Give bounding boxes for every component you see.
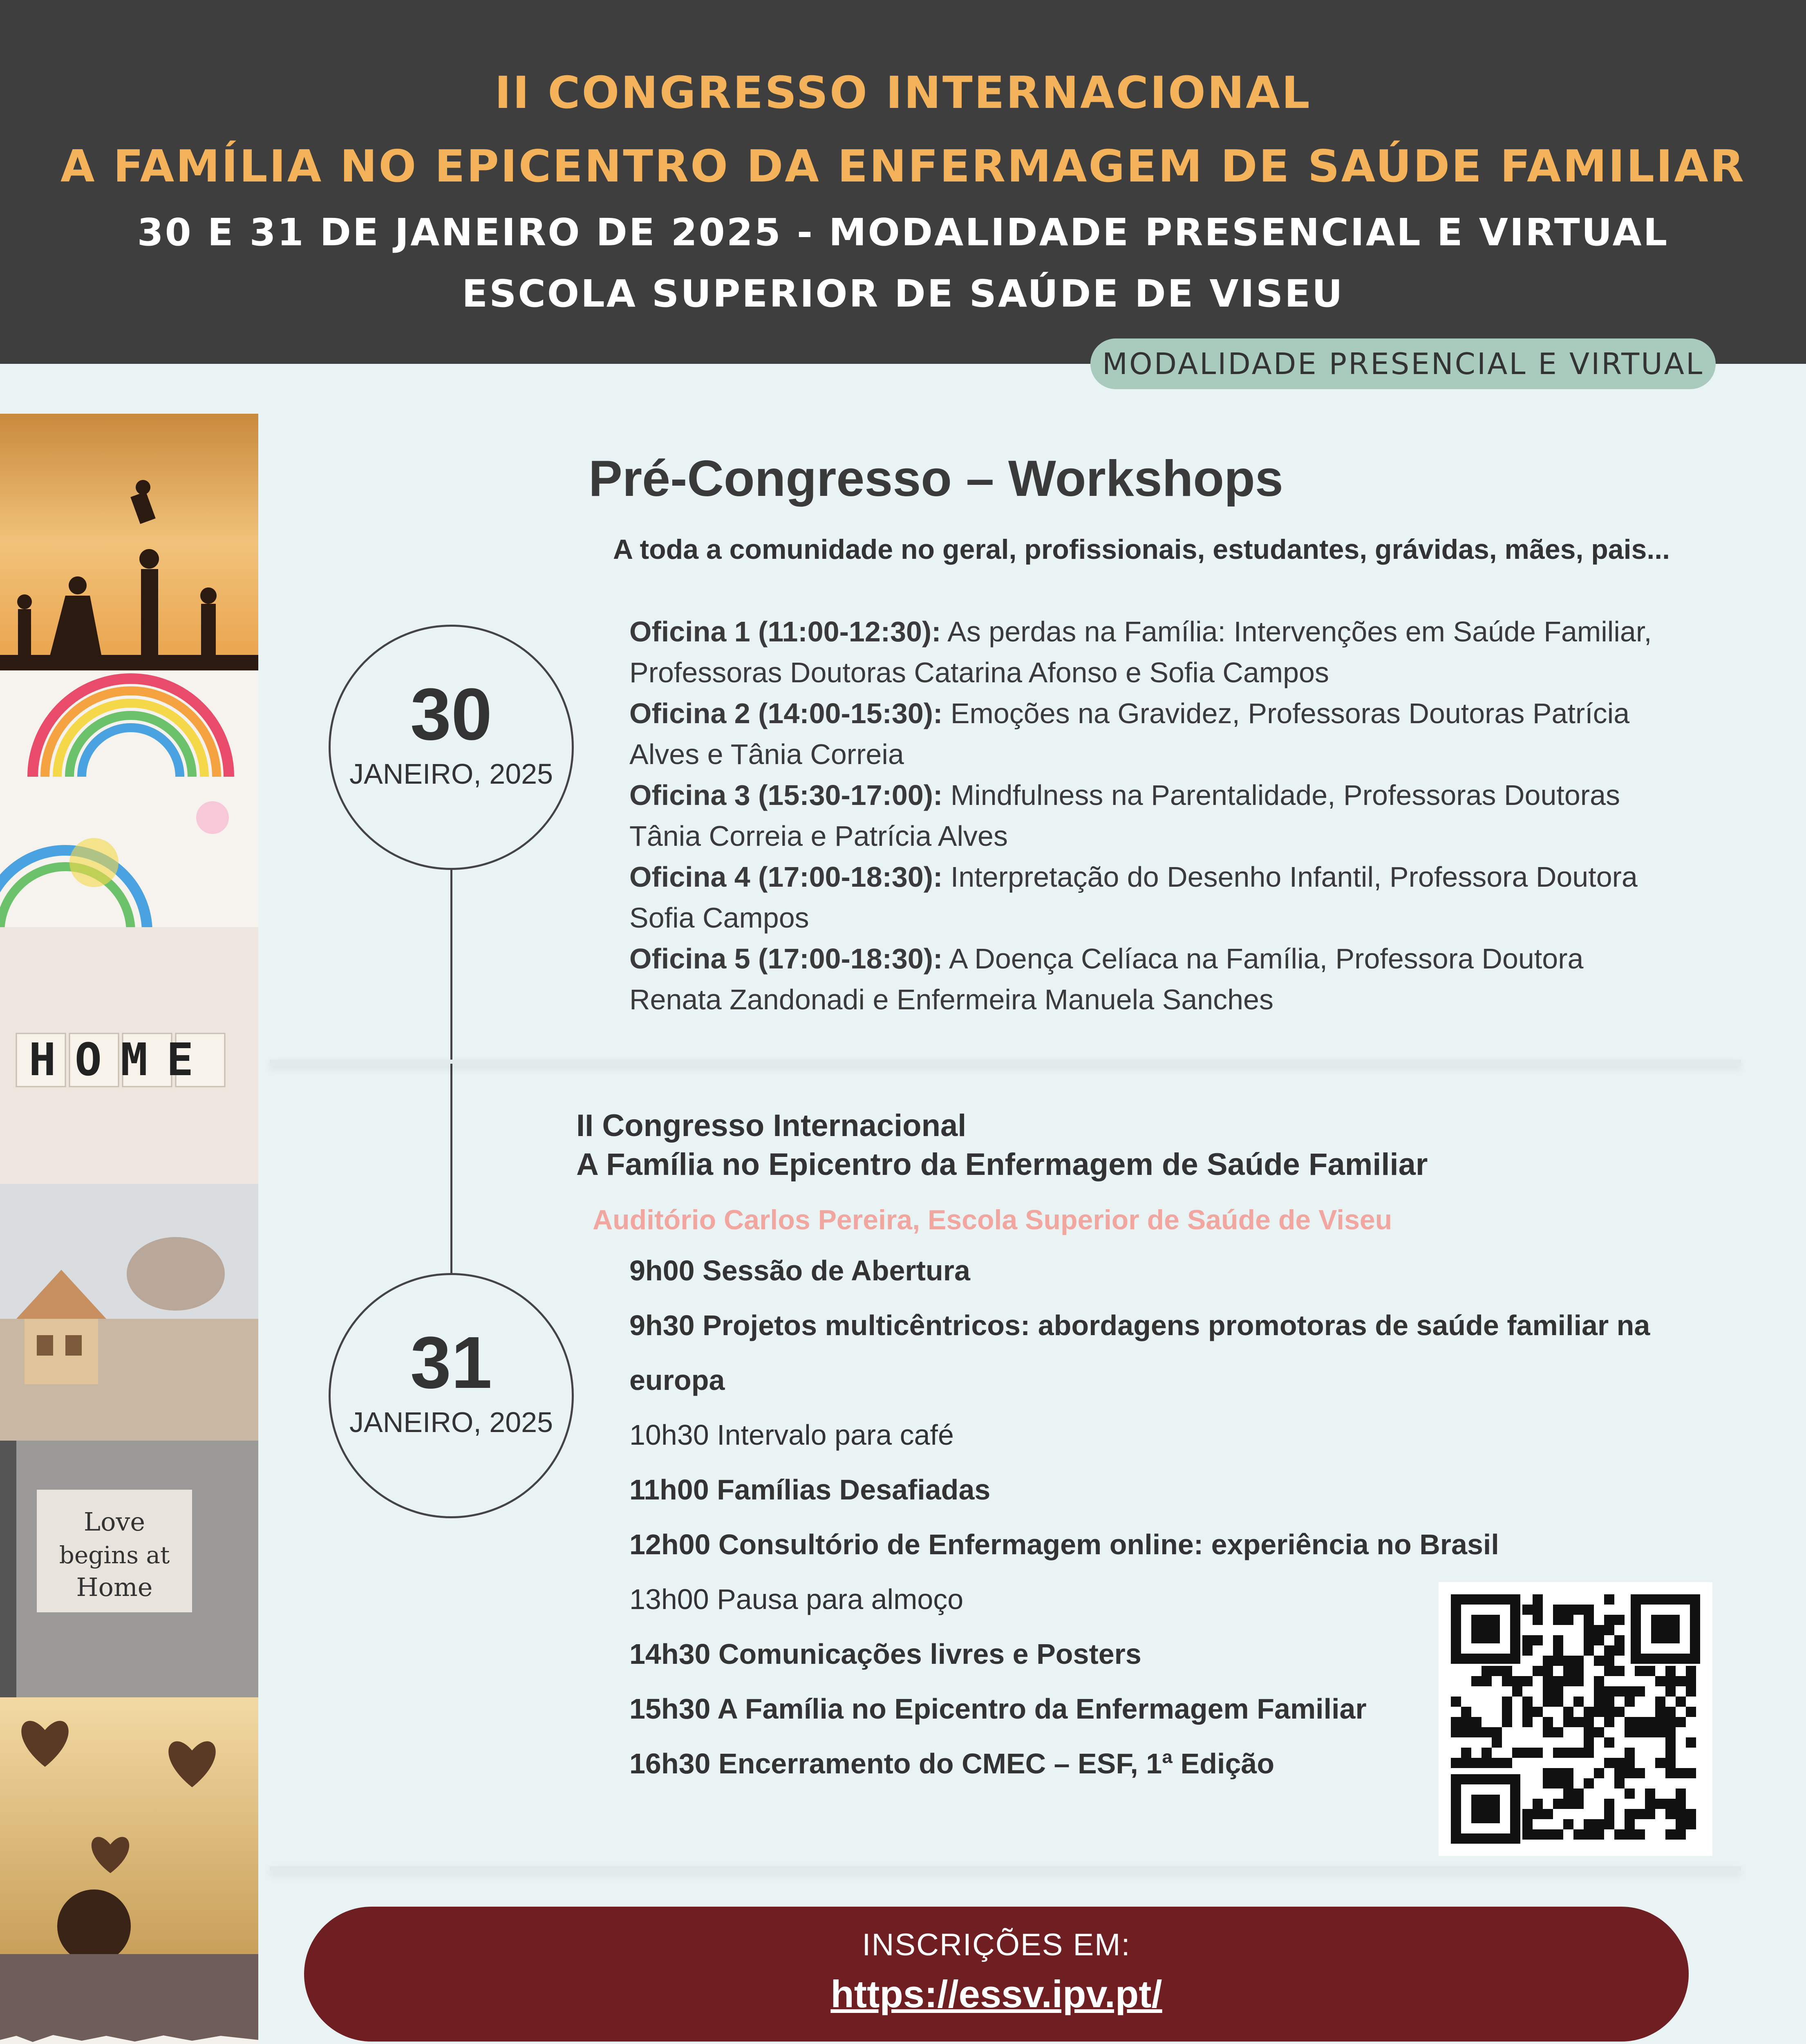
qr-module <box>1482 1758 1492 1768</box>
qr-module <box>1584 1737 1594 1748</box>
qr-module <box>1665 1707 1676 1717</box>
qr-module <box>1563 1788 1573 1799</box>
day-month-31: JANEIRO, 2025 <box>349 1406 553 1438</box>
qr-module <box>1604 1758 1614 1768</box>
qr-module <box>1604 1625 1614 1635</box>
qr-module <box>1604 1737 1614 1748</box>
qr-module <box>1625 1727 1635 1737</box>
qr-module <box>1573 1717 1584 1727</box>
qr-module <box>1492 1666 1502 1676</box>
qr-module <box>1645 1799 1655 1809</box>
qr-module <box>1625 1819 1635 1829</box>
qr-module <box>1522 1697 1533 1707</box>
qr-module <box>1573 1697 1584 1707</box>
section-divider-2 <box>270 1866 1741 1870</box>
qr-module <box>1533 1809 1543 1819</box>
qr-module <box>1533 1594 1543 1605</box>
qr-module <box>1665 1737 1676 1748</box>
qr-module <box>1482 1666 1492 1676</box>
qr-module <box>1665 1829 1676 1840</box>
qr-module <box>1573 1676 1584 1686</box>
qr-module <box>1533 1666 1543 1676</box>
qr-module <box>1451 1758 1461 1768</box>
qr-module <box>1614 1778 1625 1788</box>
program-item-2: 9h30 Projetos multicêntricos: abordagens promotoras de saúde familiar na <box>629 1309 1650 1341</box>
qr-module <box>1451 1717 1461 1727</box>
qr-module <box>1655 1727 1665 1737</box>
qr-module <box>1625 1748 1635 1758</box>
qr-module <box>1614 1768 1625 1778</box>
qr-module <box>1594 1697 1604 1707</box>
qr-module <box>1645 1809 1655 1819</box>
qr-module <box>1553 1676 1563 1686</box>
qr-module <box>1645 1727 1655 1737</box>
qr-module <box>1676 1829 1686 1840</box>
qr-module <box>1461 1717 1471 1727</box>
qr-module <box>1573 1829 1584 1840</box>
qr-module <box>1676 1676 1686 1686</box>
pre-congress-title: Pré-Congresso – Workshops <box>589 450 1283 507</box>
program-item-6: 12h00 Consultório de Enfermagem online: experiência no Brasil <box>629 1529 1499 1560</box>
qr-module <box>1645 1666 1655 1676</box>
qr-module <box>1492 1737 1502 1748</box>
qr-module <box>1676 1819 1686 1829</box>
qr-module <box>1563 1707 1573 1717</box>
qr-module <box>1553 1686 1563 1697</box>
qr-module <box>1614 1707 1625 1717</box>
love-sign-line-2: begins at <box>59 1541 170 1569</box>
congress-title-2: A Família no Epicentro da Enfermagem de Saúde Familiar <box>576 1147 1428 1182</box>
qr-module <box>1563 1615 1573 1625</box>
program-item-5: 11h00 Famílias Desafiadas <box>629 1474 991 1506</box>
qr-module <box>1584 1778 1594 1788</box>
qr-module <box>1522 1819 1533 1829</box>
qr-module <box>1665 1809 1676 1819</box>
header-banner <box>0 0 1806 364</box>
qr-module <box>1584 1645 1594 1656</box>
qr-module <box>1471 1676 1482 1686</box>
qr-module <box>1676 1799 1686 1809</box>
qr-module <box>1543 1686 1553 1697</box>
workshop-5 <box>629 938 1757 1020</box>
qr-module <box>1635 1727 1645 1737</box>
workshop-3-text: Mindfulness na Parentalidade, Professoras Doutoras <box>942 779 1620 811</box>
qr-module <box>1533 1615 1543 1625</box>
qr-module <box>1614 1758 1625 1768</box>
day-month-30: JANEIRO, 2025 <box>349 758 553 790</box>
qr-module <box>1655 1707 1665 1717</box>
qr-module <box>1553 1727 1563 1737</box>
qr-module <box>1594 1625 1604 1635</box>
qr-module <box>1522 1605 1533 1615</box>
qr-module <box>1492 1758 1502 1768</box>
qr-module <box>1543 1666 1553 1676</box>
qr-module <box>1625 1829 1635 1840</box>
qr-module <box>1655 1799 1665 1809</box>
program-item-8: 14h30 Comunicações livres e Posters <box>629 1638 1141 1670</box>
workshop-1 <box>629 611 1757 693</box>
qr-module <box>1471 1717 1482 1727</box>
qr-module <box>1512 1676 1522 1686</box>
qr-module <box>1686 1768 1696 1778</box>
qr-module <box>1502 1676 1512 1686</box>
qr-module <box>1543 1697 1553 1707</box>
qr-module <box>1584 1707 1594 1717</box>
qr-module <box>1614 1635 1625 1645</box>
photo-love-begins-sign <box>0 1441 258 1697</box>
qr-module <box>1533 1605 1543 1615</box>
qr-module <box>1563 1768 1573 1778</box>
workshop-3 <box>629 775 1757 856</box>
qr-module <box>1502 1758 1512 1768</box>
qr-module <box>1594 1819 1604 1829</box>
photo-house-family <box>0 1184 258 1441</box>
qr-module <box>1614 1615 1625 1625</box>
workshop-2 <box>629 693 1757 775</box>
qr-module <box>1553 1605 1563 1615</box>
qr-module <box>1584 1605 1594 1615</box>
qr-module <box>1461 1707 1471 1717</box>
qr-module <box>1563 1605 1573 1615</box>
qr-module <box>1584 1727 1594 1737</box>
qr-module <box>1604 1717 1614 1727</box>
qr-module <box>1594 1656 1604 1666</box>
qr-module <box>1584 1625 1594 1635</box>
qr-module <box>1635 1829 1645 1840</box>
qr-module <box>1512 1686 1522 1697</box>
qr-module <box>1461 1758 1471 1768</box>
workshop-3-text-2: Tânia Correia e Patrícia Alves <box>629 820 1008 852</box>
qr-module <box>1573 1799 1584 1809</box>
qr-module <box>1471 1727 1482 1737</box>
qr-module <box>1604 1645 1614 1656</box>
qr-module <box>1594 1707 1604 1717</box>
qr-module <box>1543 1768 1553 1778</box>
qr-module <box>1604 1819 1614 1829</box>
qr-module <box>1482 1748 1492 1758</box>
qr-module <box>1553 1748 1563 1758</box>
photo-child-drawing <box>0 670 258 927</box>
qr-module <box>1635 1666 1645 1676</box>
qr-module <box>1533 1829 1543 1840</box>
program-item-9: 15h30 A Família no Epicentro da Enfermagem Familiar <box>629 1693 1367 1725</box>
qr-module <box>1543 1778 1553 1788</box>
qr-module <box>1522 1707 1533 1717</box>
qr-module <box>1686 1686 1696 1697</box>
qr-module <box>1604 1594 1614 1605</box>
qr-module <box>1553 1697 1563 1707</box>
qr-module <box>1594 1676 1604 1686</box>
qr-module <box>1604 1697 1614 1707</box>
qr-module <box>1676 1697 1686 1707</box>
header-line-4: ESCOLA SUPERIOR DE SAÚDE DE VISEU <box>462 272 1344 316</box>
qr-module <box>1584 1748 1594 1758</box>
qr-module <box>1604 1707 1614 1717</box>
workshop-5-label: Oficina 5 (17:00-18:30): <box>629 943 943 975</box>
qr-module <box>1635 1717 1645 1727</box>
qr-module <box>1594 1829 1604 1840</box>
qr-module <box>1502 1666 1512 1676</box>
qr-module <box>1522 1809 1533 1819</box>
qr-module <box>1461 1727 1471 1737</box>
qr-module <box>1676 1768 1686 1778</box>
qr-module <box>1573 1605 1584 1615</box>
day-circle-31 <box>329 1273 574 1518</box>
qr-module <box>1573 1656 1584 1666</box>
qr-module <box>1604 1799 1614 1809</box>
qr-module <box>1573 1788 1584 1799</box>
qr-code-graphic <box>1439 1582 1712 1856</box>
workshop-3-label: Oficina 3 (15:30-17:00): <box>629 779 943 811</box>
pre-congress-audience: A toda a comunidade no geral, profissionais, estudantes, grávidas, mães, pais... <box>613 534 1670 565</box>
qr-module <box>1655 1676 1665 1686</box>
program-item-4: 10h30 Intervalo para café <box>629 1419 954 1451</box>
qr-module <box>1522 1829 1533 1840</box>
day-number-31: 31 <box>410 1322 492 1404</box>
qr-module <box>1543 1717 1553 1727</box>
qr-module <box>1522 1635 1533 1645</box>
qr-module <box>1655 1758 1665 1768</box>
qr-module <box>1625 1717 1635 1727</box>
workshop-5-text: A Doença Celíaca na Família, Professora Doutora <box>942 943 1584 975</box>
qr-module <box>1553 1799 1563 1809</box>
qr-module <box>1563 1676 1573 1686</box>
qr-module <box>1533 1799 1543 1809</box>
qr-module <box>1584 1717 1594 1727</box>
qr-module <box>1686 1809 1696 1819</box>
workshop-1-label: Oficina 1 (11:00-12:30): <box>629 616 941 648</box>
qr-module <box>1625 1686 1635 1697</box>
qr-module <box>1635 1686 1645 1697</box>
qr-module <box>1543 1727 1553 1737</box>
workshop-4 <box>629 856 1757 938</box>
qr-module <box>1482 1676 1492 1686</box>
qr-module <box>1625 1697 1635 1707</box>
photo-family-paper <box>0 1954 258 2044</box>
qr-module <box>1676 1788 1686 1799</box>
day-number-30: 30 <box>410 673 492 755</box>
qr-module <box>1533 1748 1543 1758</box>
qr-module <box>1533 1635 1543 1645</box>
qr-module <box>1625 1768 1635 1778</box>
workshop-1-text-2: Professoras Doutoras Catarina Afonso e Sofia Campos <box>629 657 1329 688</box>
workshop-1-text: As perdas na Família: Intervenções em Saúde Familiar, <box>941 616 1652 648</box>
section-divider-1 <box>270 1060 1741 1064</box>
qr-module <box>1665 1686 1676 1697</box>
photo-family-sunset <box>0 414 258 670</box>
qr-module <box>1676 1717 1686 1727</box>
congress-title-1: II Congresso Internacional <box>576 1108 967 1143</box>
qr-module <box>1665 1768 1676 1778</box>
qr-module <box>1614 1666 1625 1676</box>
qr-module <box>1553 1615 1563 1625</box>
qr-module <box>1563 1819 1573 1829</box>
program-item-1: 9h00 Sessão de Abertura <box>629 1255 970 1286</box>
program-item-10: 16h30 Encerramento do CMEC – ESF, 1ª Edição <box>629 1748 1275 1780</box>
qr-module <box>1553 1768 1563 1778</box>
qr-code[interactable] <box>1439 1582 1712 1856</box>
qr-module <box>1604 1686 1614 1697</box>
qr-module <box>1676 1809 1686 1819</box>
qr-module <box>1553 1635 1563 1645</box>
qr-module <box>1665 1717 1676 1727</box>
workshop-4-text: Interpretação do Desenho Infantil, Professora Doutora <box>942 861 1638 893</box>
qr-module <box>1686 1707 1696 1717</box>
qr-module <box>1645 1788 1655 1799</box>
header-line-2: A FAMÍLIA NO EPICENTRO DA ENFERMAGEM DE SAÚDE FAMILIAR <box>60 141 1746 192</box>
qr-module <box>1686 1666 1696 1676</box>
header-line-3: 30 E 31 DE JANEIRO DE 2025 - MODALIDADE PRESENCIAL E VIRTUAL <box>137 211 1669 254</box>
qr-module <box>1471 1758 1482 1768</box>
home-tiles-text: HOME <box>29 1033 213 1086</box>
registration-label: INSCRIÇÕES EM: <box>862 1927 1131 1962</box>
qr-module <box>1553 1645 1563 1656</box>
qr-module <box>1665 1748 1676 1758</box>
qr-module <box>1543 1676 1553 1686</box>
qr-module <box>1645 1717 1655 1727</box>
qr-module <box>1686 1676 1696 1686</box>
workshop-2-text: Emoções na Gravidez, Professoras Doutoras Patrícia <box>942 697 1630 729</box>
qr-module <box>1563 1748 1573 1758</box>
qr-module <box>1512 1748 1522 1758</box>
qr-module <box>1665 1758 1676 1768</box>
qr-module <box>1584 1819 1594 1829</box>
qr-module <box>1686 1819 1696 1829</box>
qr-module <box>1522 1748 1533 1758</box>
qr-module <box>1614 1645 1625 1656</box>
qr-module <box>1492 1727 1502 1737</box>
qr-module <box>1451 1697 1461 1707</box>
program-item-7: 13h00 Pausa para almoço <box>629 1583 964 1615</box>
workshop-4-label: Oficina 4 (17:00-18:30): <box>629 861 943 893</box>
qr-module <box>1655 1717 1665 1727</box>
qr-module <box>1522 1676 1533 1686</box>
workshop-2-label: Oficina 2 (14:00-15:30): <box>629 697 943 729</box>
workshop-2-text-2: Alves e Tânia Correia <box>629 738 904 770</box>
timeline-line <box>450 870 452 1273</box>
qr-module <box>1594 1727 1604 1737</box>
qr-module <box>1563 1799 1573 1809</box>
qr-module <box>1563 1717 1573 1727</box>
congress-venue: Auditório Carlos Pereira, Escola Superior de Saúde de Viseu <box>593 1204 1392 1235</box>
qr-module <box>1563 1656 1573 1666</box>
qr-module <box>1635 1768 1645 1778</box>
qr-module <box>1625 1788 1635 1799</box>
qr-module <box>1543 1656 1553 1666</box>
qr-module <box>1573 1748 1584 1758</box>
qr-module <box>1604 1809 1614 1819</box>
qr-module <box>1635 1809 1645 1819</box>
qr-module <box>1553 1656 1563 1666</box>
qr-module <box>1533 1707 1543 1717</box>
love-sign-line-1: Love <box>83 1507 145 1537</box>
qr-module <box>1461 1748 1471 1758</box>
photo-home-tiles <box>0 927 258 1184</box>
qr-module <box>1563 1666 1573 1676</box>
qr-module <box>1553 1829 1563 1840</box>
qr-module <box>1594 1635 1604 1645</box>
qr-module <box>1686 1737 1696 1748</box>
qr-module <box>1584 1635 1594 1645</box>
qr-module <box>1594 1768 1604 1778</box>
qr-module <box>1543 1829 1553 1840</box>
qr-module <box>1665 1666 1676 1676</box>
workshop-5-text-2: Renata Zandonadi e Enfermeira Manuela Sanches <box>629 984 1273 1015</box>
workshop-4-text-2: Sofia Campos <box>629 902 809 934</box>
qr-module <box>1584 1615 1594 1625</box>
qr-module <box>1553 1778 1563 1788</box>
program-item-3: europa <box>629 1364 725 1396</box>
qr-module <box>1625 1809 1635 1819</box>
qr-module <box>1451 1727 1461 1737</box>
qr-module <box>1482 1727 1492 1737</box>
qr-module <box>1584 1829 1594 1840</box>
day-circle-30 <box>329 625 574 870</box>
qr-module <box>1594 1686 1604 1697</box>
header-line-1: II CONGRESSO INTERNACIONAL <box>495 67 1311 119</box>
qr-module <box>1502 1707 1512 1717</box>
registration-banner <box>304 1907 1689 2042</box>
mode-badge: MODALIDADE PRESENCIAL E VIRTUAL <box>1090 338 1716 389</box>
qr-module <box>1543 1809 1553 1819</box>
qr-module <box>1502 1717 1512 1727</box>
qr-module <box>1604 1615 1614 1625</box>
qr-module <box>1625 1758 1635 1768</box>
registration-link[interactable]: https://essv.ipv.pt/ <box>830 1972 1162 2015</box>
photo-heart-hands <box>0 1697 258 1954</box>
qr-module <box>1604 1656 1614 1666</box>
qr-module <box>1665 1727 1676 1737</box>
qr-module <box>1522 1717 1533 1727</box>
qr-module <box>1604 1666 1614 1676</box>
qr-module <box>1522 1645 1533 1656</box>
qr-module <box>1502 1697 1512 1707</box>
qr-module <box>1573 1666 1584 1676</box>
qr-module <box>1614 1686 1625 1697</box>
qr-module <box>1655 1697 1665 1707</box>
qr-module <box>1614 1829 1625 1840</box>
qr-module <box>1665 1676 1676 1686</box>
qr-module <box>1563 1778 1573 1788</box>
qr-module <box>1665 1799 1676 1809</box>
love-sign-line-3: Home <box>76 1572 153 1602</box>
